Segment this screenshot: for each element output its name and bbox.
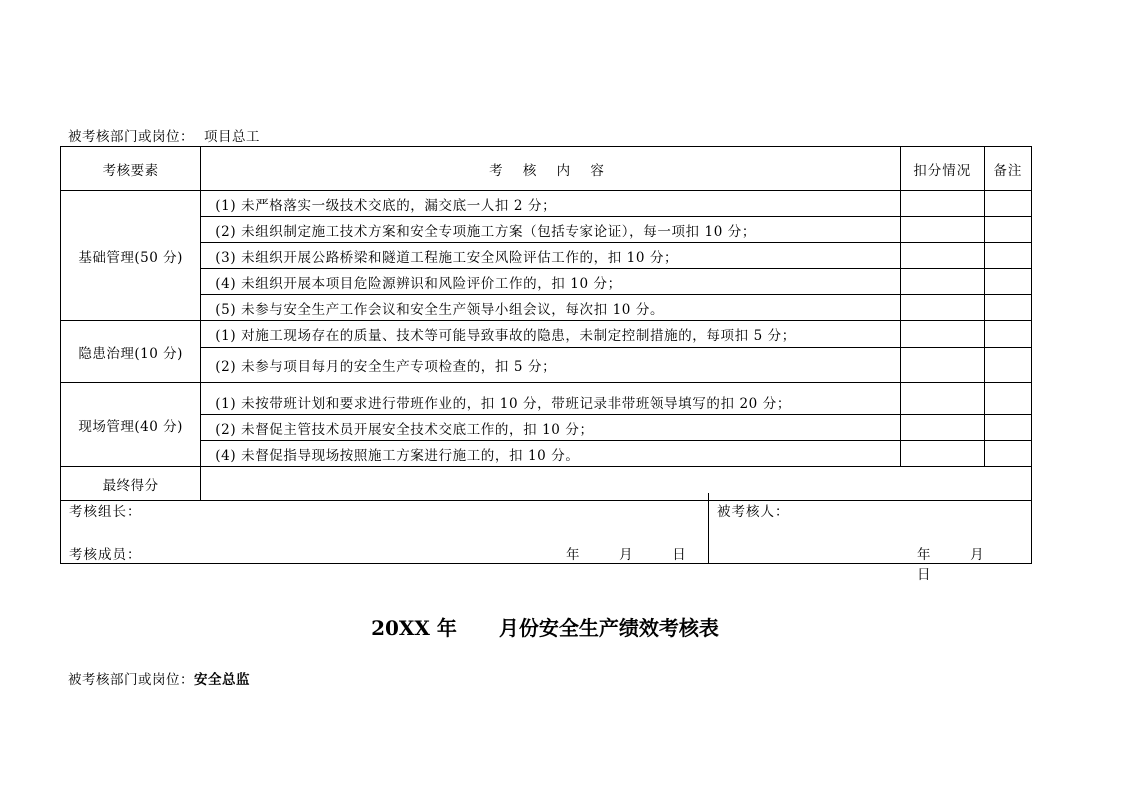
item-text: (4) 未组织开展本项目危险源辨识和风险评价工作的，扣 10 分； <box>201 269 900 295</box>
table-row <box>61 269 1032 295</box>
assessment-table <box>60 146 1032 501</box>
date-day: 日 <box>917 567 932 583</box>
date-day: 日 <box>672 547 687 563</box>
deduction-cell[interactable] <box>900 415 984 441</box>
assessor-date <box>566 543 687 563</box>
deduction-cell[interactable] <box>900 269 984 295</box>
team-leader-label: 考核组长： <box>69 504 142 520</box>
remark-cell[interactable] <box>984 217 1031 243</box>
item-text: (1) 对施工现场存在的质量、技术等可能导致事故的隐患，未制定控制措施的，每项扣 5 分； <box>201 321 900 348</box>
table-row <box>61 217 1032 243</box>
item-text: (3) 未组织开展公路桥梁和隧道工程施工安全风险评估工作的，扣 10 分； <box>201 243 900 269</box>
title-rest: 月份安全生产绩效考核表 <box>498 616 719 640</box>
remark-cell[interactable] <box>984 383 1031 415</box>
deduction-cell[interactable] <box>900 383 984 415</box>
signature-block <box>60 493 1032 583</box>
table-row <box>61 295 1032 321</box>
header-content: 考 核 内 容 <box>201 147 900 191</box>
remark-cell[interactable] <box>984 191 1031 217</box>
item-text: (5) 未参与安全生产工作会议和安全生产领导小组会议，每次扣 10 分。 <box>201 295 900 321</box>
table-header-row <box>61 147 1032 191</box>
group-site-management: 现场管理(40 分) <box>61 383 201 467</box>
table-row <box>61 191 1032 217</box>
item-text: (2) 未组织制定施工技术方案和安全专项施工方案（包括专家论证），每一项扣 10 分； <box>201 217 900 243</box>
date-year: 年 <box>566 547 581 563</box>
table-row <box>61 321 1032 348</box>
next-form-title <box>0 612 1090 641</box>
assessee-signature-area[interactable] <box>709 493 1032 583</box>
assessed-department-value: 项目总工 <box>204 129 260 145</box>
next-form-department-value: 安全总监 <box>194 672 250 688</box>
item-text: (4) 未督促指导现场按照施工方案进行施工的，扣 10 分。 <box>201 441 900 467</box>
deduction-cell[interactable] <box>900 191 984 217</box>
group-basic-management: 基础管理(50 分) <box>61 191 201 321</box>
deduction-cell[interactable] <box>900 321 984 348</box>
assessed-department-line <box>68 125 260 145</box>
remark-cell[interactable] <box>984 321 1031 348</box>
deduction-cell[interactable] <box>900 295 984 321</box>
assessee-label: 被考核人： <box>717 504 790 520</box>
table-row <box>61 415 1032 441</box>
remark-cell[interactable] <box>984 415 1031 441</box>
header-deduction: 扣分情况 <box>900 147 984 191</box>
table-row <box>61 243 1032 269</box>
date-month: 月 <box>619 547 634 563</box>
team-members-label: 考核成员： <box>69 547 142 563</box>
deduction-cell[interactable] <box>900 217 984 243</box>
date-year: 年 <box>917 547 932 563</box>
remark-cell[interactable] <box>984 347 1031 382</box>
date-month: 月 <box>970 547 985 563</box>
remark-cell[interactable] <box>984 441 1031 467</box>
item-text: (1) 未严格落实一级技术交底的，漏交底一人扣 2 分； <box>201 191 900 217</box>
item-text: (1) 未按带班计划和要求进行带班作业的，扣 10 分，带班记录非带班领导填写的扣 20 分； <box>201 383 900 415</box>
deduction-cell[interactable] <box>900 441 984 467</box>
group-hazard-control: 隐患治理(10 分) <box>61 321 201 383</box>
remark-cell[interactable] <box>984 295 1031 321</box>
assessee-date <box>917 543 1031 583</box>
deduction-cell[interactable] <box>900 243 984 269</box>
table-row <box>61 441 1032 467</box>
header-element: 考核要素 <box>61 147 201 191</box>
next-form-department-label: 被考核部门或岗位： <box>68 672 194 688</box>
item-text: (2) 未督促主管技术员开展安全技术交底工作的，扣 10 分； <box>201 415 900 441</box>
table-row <box>61 347 1032 382</box>
deduction-cell[interactable] <box>900 347 984 382</box>
final-score-label: 最终得分 <box>61 467 201 501</box>
table-row <box>61 383 1032 415</box>
item-text: (2) 未参与项目每月的安全生产专项检查的，扣 5 分； <box>201 347 900 382</box>
remark-cell[interactable] <box>984 269 1031 295</box>
title-year: 20XX 年 <box>371 616 457 640</box>
header-remark: 备注 <box>984 147 1031 191</box>
remark-cell[interactable] <box>984 243 1031 269</box>
assessed-department-label: 被考核部门或岗位： <box>68 129 194 145</box>
assessor-signature-area[interactable] <box>61 493 709 564</box>
next-form-department-line <box>68 668 250 688</box>
